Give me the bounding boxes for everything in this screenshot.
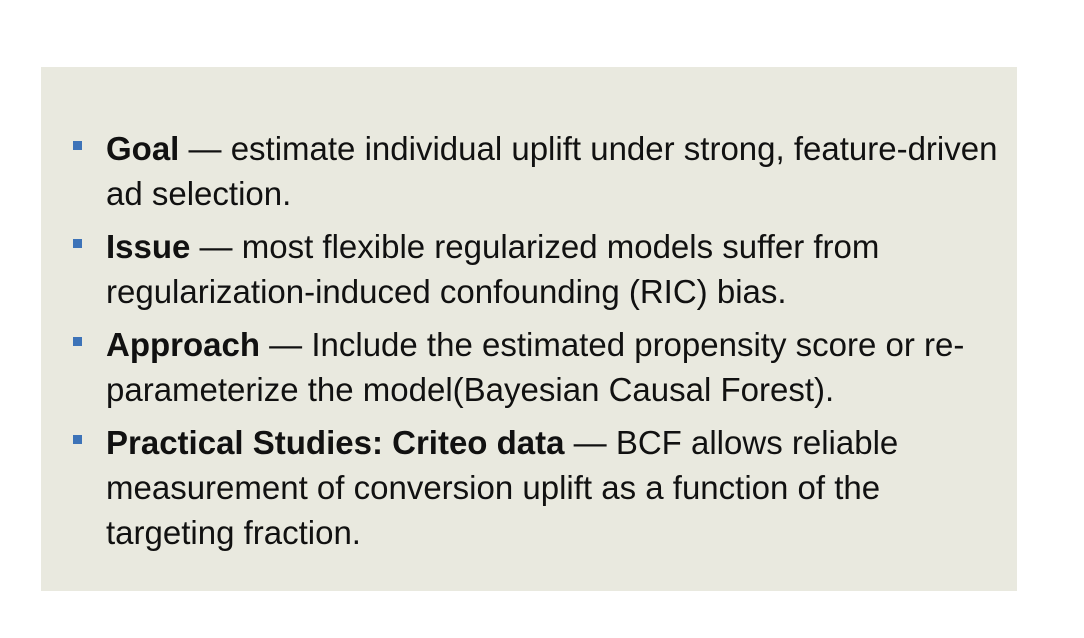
item-term: Issue xyxy=(106,228,191,265)
list-item-approach xyxy=(65,322,1015,412)
square-bullet-icon xyxy=(73,337,82,346)
square-bullet-icon xyxy=(73,239,82,248)
item-text: — Include the estimated propensity score or re-parameterize the model(Bayesian Causal Forest). xyxy=(106,326,965,408)
list-item-goal xyxy=(65,126,1015,216)
square-bullet-icon xyxy=(73,435,82,444)
item-text: — most flexible regularized models suffer from regularization-induced confounding (RIC) bias. xyxy=(106,228,880,310)
square-bullet-icon xyxy=(73,141,82,150)
item-term: Practical Studies: Criteo data xyxy=(106,424,565,461)
bullet-list xyxy=(65,126,1015,563)
item-text: — estimate individual uplift under strong, feature-driven ad selection. xyxy=(106,130,998,212)
list-item-issue xyxy=(65,224,1015,314)
item-text: — BCF allows reliable measurement of conversion uplift as a function of the targeting fraction. xyxy=(106,424,899,551)
item-term: Goal xyxy=(106,130,180,167)
list-item-practical-studies xyxy=(65,420,1015,555)
item-term: Approach xyxy=(106,326,261,363)
